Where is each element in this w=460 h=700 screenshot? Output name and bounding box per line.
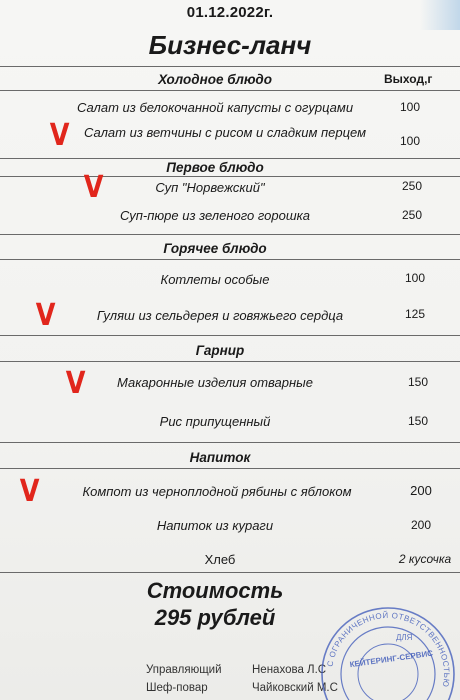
menu-item: Суп-пюре из зеленого горошка (120, 208, 310, 223)
item-yield: 150 (407, 414, 429, 428)
item-yield: 100 (399, 134, 421, 148)
menu-item: Гуляш из сельдерея и говяжьего сердца (96, 308, 344, 323)
divider (0, 176, 460, 177)
section-heading-first: Первое блюдо (166, 160, 264, 175)
section-heading-hot: Горячее блюдо (163, 241, 267, 256)
item-yield: 100 (399, 100, 421, 114)
menu-item: Компот из черноплодной рябины с яблоком (82, 484, 352, 499)
item-yield: 250 (401, 179, 423, 193)
divider (0, 442, 460, 443)
signature-role: Шеф-повар (146, 682, 208, 694)
check-mark: V (35, 298, 56, 333)
divider (0, 335, 460, 336)
divider (0, 361, 460, 362)
item-yield: 100 (404, 271, 426, 285)
item-yield: 150 (407, 375, 429, 389)
divider (0, 90, 460, 91)
yield-column-header: Выход,г (384, 72, 433, 86)
signature-role: Управляющий (146, 664, 222, 676)
bread-quantity: 2 кусочка (398, 552, 452, 566)
signature-name: Чайковский М.С (252, 682, 338, 694)
menu-item: Салат из ветчины с рисом и сладким перцем (83, 125, 367, 140)
company-stamp (318, 604, 458, 700)
check-mark: V (49, 118, 70, 153)
section-heading-cold: Холодное блюдо (158, 72, 272, 87)
check-mark: V (19, 474, 40, 509)
section-heading-drink: Напиток (189, 450, 251, 465)
bread-label: Хлеб (204, 552, 236, 567)
item-yield: 250 (401, 208, 423, 222)
stamp-center-text: КЕЙТЕРИНГ-СЕРВИС (349, 648, 434, 670)
divider (0, 572, 460, 573)
cost-label: Стоимость (146, 578, 284, 603)
menu-item: Котлеты особые (160, 272, 270, 287)
stamp-inner-text: ДЛЯ (396, 633, 413, 642)
divider (0, 468, 460, 469)
menu-item: Напиток из кураги (156, 518, 274, 533)
divider (0, 158, 460, 159)
divider (0, 66, 460, 67)
check-mark: V (83, 170, 104, 205)
cost-amount: 295 рублей (154, 605, 276, 630)
menu-date: 01.12.2022г. (186, 4, 274, 21)
item-yield: 200 (410, 518, 432, 532)
stamp-ring-text: С ОГРАНИЧЕННОЙ ОТВЕТСТВЕННОСТЬЮ (325, 610, 452, 688)
menu-item: Суп "Норвежский" (155, 180, 265, 195)
item-yield: 200 (410, 483, 432, 498)
menu-title: Бизнес-ланч (148, 30, 312, 60)
menu-item: Салат из белокочанной капусты с огурцами (76, 100, 354, 115)
divider (0, 259, 460, 260)
section-heading-garnish: Гарнир (195, 343, 245, 358)
item-yield: 125 (404, 307, 426, 321)
menu-item: Макаронные изделия отварные (117, 375, 313, 390)
check-mark: V (65, 366, 86, 401)
menu-item: Рис припущенный (159, 414, 271, 429)
divider (0, 234, 460, 235)
signature-name: Ненахова Л.С (252, 664, 327, 676)
